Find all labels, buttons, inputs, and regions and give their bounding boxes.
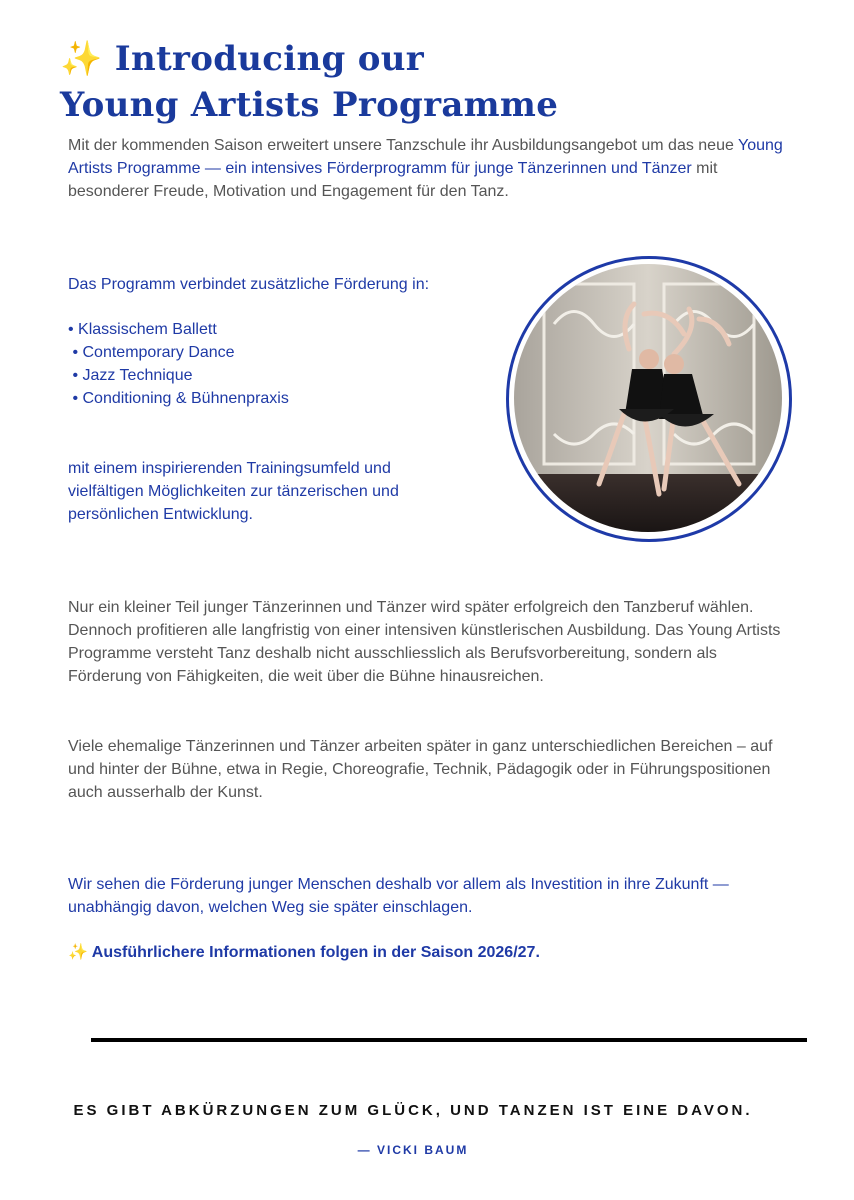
page-title <box>60 36 558 128</box>
list-item: • Klassischem Ballett <box>68 321 217 338</box>
footer-quote: ES GIBT ABKÜRZUNGEN ZUM GLÜCK, UND TANZEN IST EINE DAVON. <box>73 1102 753 1119</box>
paragraph-alumni: Viele ehemalige Tänzerinnen und Tänzer arbeiten später in ganz unterschiedlichen Bereichen – auf und hinter der Bühne, etwa in Regie, Choreografie, Technik, Pädagogik oder in Führungspositionen auch ausserhalb der Kunst. <box>68 738 773 801</box>
list-item: • Contemporary Dance <box>68 344 235 361</box>
dancers-photo <box>514 264 782 532</box>
info-note: ✨ Ausführlichere Informationen folgen in der Saison 2026/27. <box>68 944 540 961</box>
intro-paragraph: Mit der kommenden Saison erweitert unsere Tanzschule ihr Ausbildungsangebot um das neue Young Artists Programme — ein intensives Förderprogramm für junge Tänzerinnen und Tänzer mit besonderer Freude, Motivation und Engagement für den Tanz. <box>68 137 783 200</box>
program-label: Das Programm verbindet zusätzliche Förderung in: <box>68 276 430 293</box>
list-item: • Conditioning & Bühnenpraxis <box>68 390 289 407</box>
paragraph-investment: Wir sehen die Förderung junger Menschen deshalb vor allem als Investition in ihre Zukunft — unabhängig davon, welchen Weg sie später einschlagen. <box>68 876 729 916</box>
intro-highlight: Young Artists Programme — ein intensives Förderprogramm für junge Tänzerinnen und Tänzer <box>68 137 783 177</box>
sparkle-icon: ✨ <box>68 944 88 961</box>
title-line-2: Young Artists Programme <box>60 85 559 125</box>
paragraph-career: Nur ein kleiner Teil junger Tänzerinnen und Tänzer wird später erfolgreich den Tanzberuf wählen. Dennoch profitieren alle langfristig von einer intensiven künstlerischen Ausbildung. Das Young Artists Programme versteht Tanz deshalb nicht ausschliesslich als Berufsvorbereitung, sondern als Förderung von Fähigkeiten, die weit über die Bühne hinausreichen. <box>68 599 781 685</box>
program-closing-text: mit einem inspirierenden Trainingsumfeld und vielfältigen Möglichkeiten zur tänzerischen und persönlichen Entwicklung. <box>68 460 399 523</box>
ballet-dancers-image <box>514 264 782 532</box>
program-list <box>68 318 289 410</box>
sparkle-icon: ✨ <box>60 39 103 79</box>
title-line-1: ✨ Introducing our <box>60 39 424 79</box>
divider <box>91 1038 807 1042</box>
quote-author: — VICKI BAUM <box>357 1143 469 1157</box>
list-item: • Jazz Technique <box>68 367 193 384</box>
